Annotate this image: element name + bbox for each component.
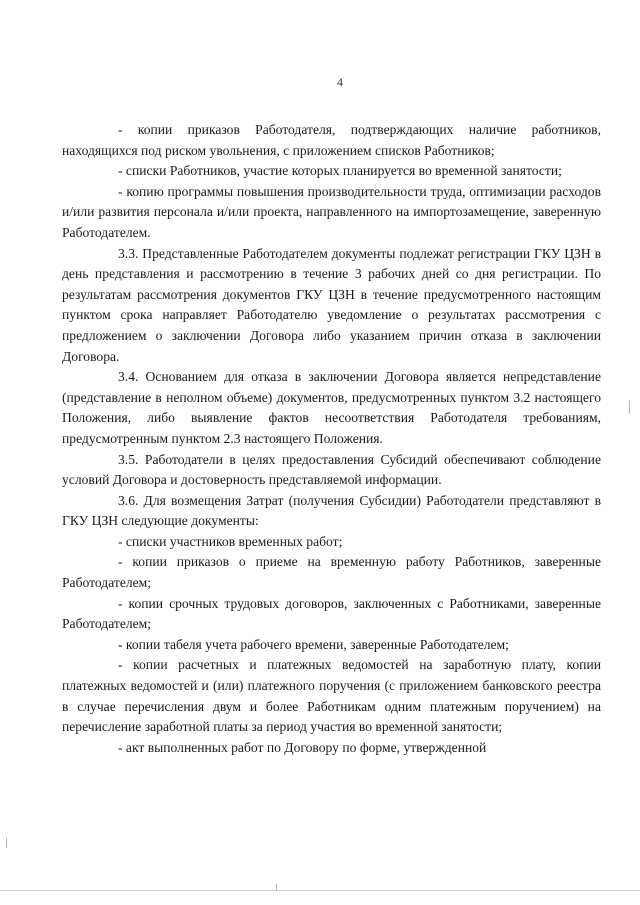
list-item-labor-contracts: - копии срочных трудовых договоров, заключенных с Работниками, заверенные Работодателем; <box>62 595 601 632</box>
page-bottom-edge <box>0 890 640 891</box>
list-item-participant-lists: - списки участников временных работ; <box>118 533 343 549</box>
paragraph-orders-copies: - копии приказов Работодателя, подтверждающих наличие работников, находящихся под риском увольнения, с приложением списков Работников; <box>62 122 601 158</box>
list-item-hiring-orders: - копии приказов о приеме на временную работу Работников, заверенные Работодателем; <box>62 554 601 591</box>
page-number: 4 <box>337 75 343 89</box>
list-item-payroll-statements: - копии расчетных и платежных ведомостей на заработную плату, копии платежных ведомостей и (или) платежного поручения (с приложением банковского реестра в случае перечисления двум и более Работникам одним платежным поручением) на перечисление заработной платы за период участия во временной занятости; <box>62 657 601 735</box>
list-item-timesheet: - копии табеля учета рабочего времени, заверенные Работодателем; <box>118 636 509 652</box>
paragraph-worker-lists: - списки Работников, участие которых планируется во временной занятости; <box>118 163 562 179</box>
paragraph-3-4: 3.4. Основанием для отказа в заключении Договора является непредставление (представление в неполном объеме) документов, предусмотренных пунктом 3.2 настоящего Положения, либо выявление фактов несоответствия Работодателя требованиям, предусмотренным пунктом 2.3 настоящего Положения. <box>62 369 601 446</box>
paragraph-3-5: 3.5. Работодатели в целях предоставления Субсидий обеспечивают соблюдение условий Договора и достоверность представляемой информации. <box>62 451 601 488</box>
paragraph-3-6: 3.6. Для возмещения Затрат (получения Субсидии) Работодатели представляют в ГКУ ЦЗН следующие документы: <box>62 492 601 529</box>
document-body <box>62 120 601 758</box>
scan-mark-right <box>629 400 630 414</box>
paragraph-3-3: 3.3. Представленные Работодателем документы подлежат регистрации ГКУ ЦЗН в день представления и рассмотрению в течение 3 рабочих дней со дня регистрации. По результатам рассмотрения документов ГКУ ЦЗН в течение предусмотренного настоящим пунктом срока направляет Работодателю уведомление о результатах рассмотрения с предложением о заключении Договора либо указанием причин отказа в заключении Договора. <box>62 245 601 364</box>
paragraph-program-copy: - копию программы повышения производительности труда, оптимизации расходов и/или развития персонала и/или проекта, направленного на импортозамещение, заверенную Работодателем. <box>62 183 601 240</box>
list-item-work-act: - акт выполненных работ по Договору по форме, утвержденной <box>118 739 487 755</box>
scan-mark-left <box>6 838 7 848</box>
